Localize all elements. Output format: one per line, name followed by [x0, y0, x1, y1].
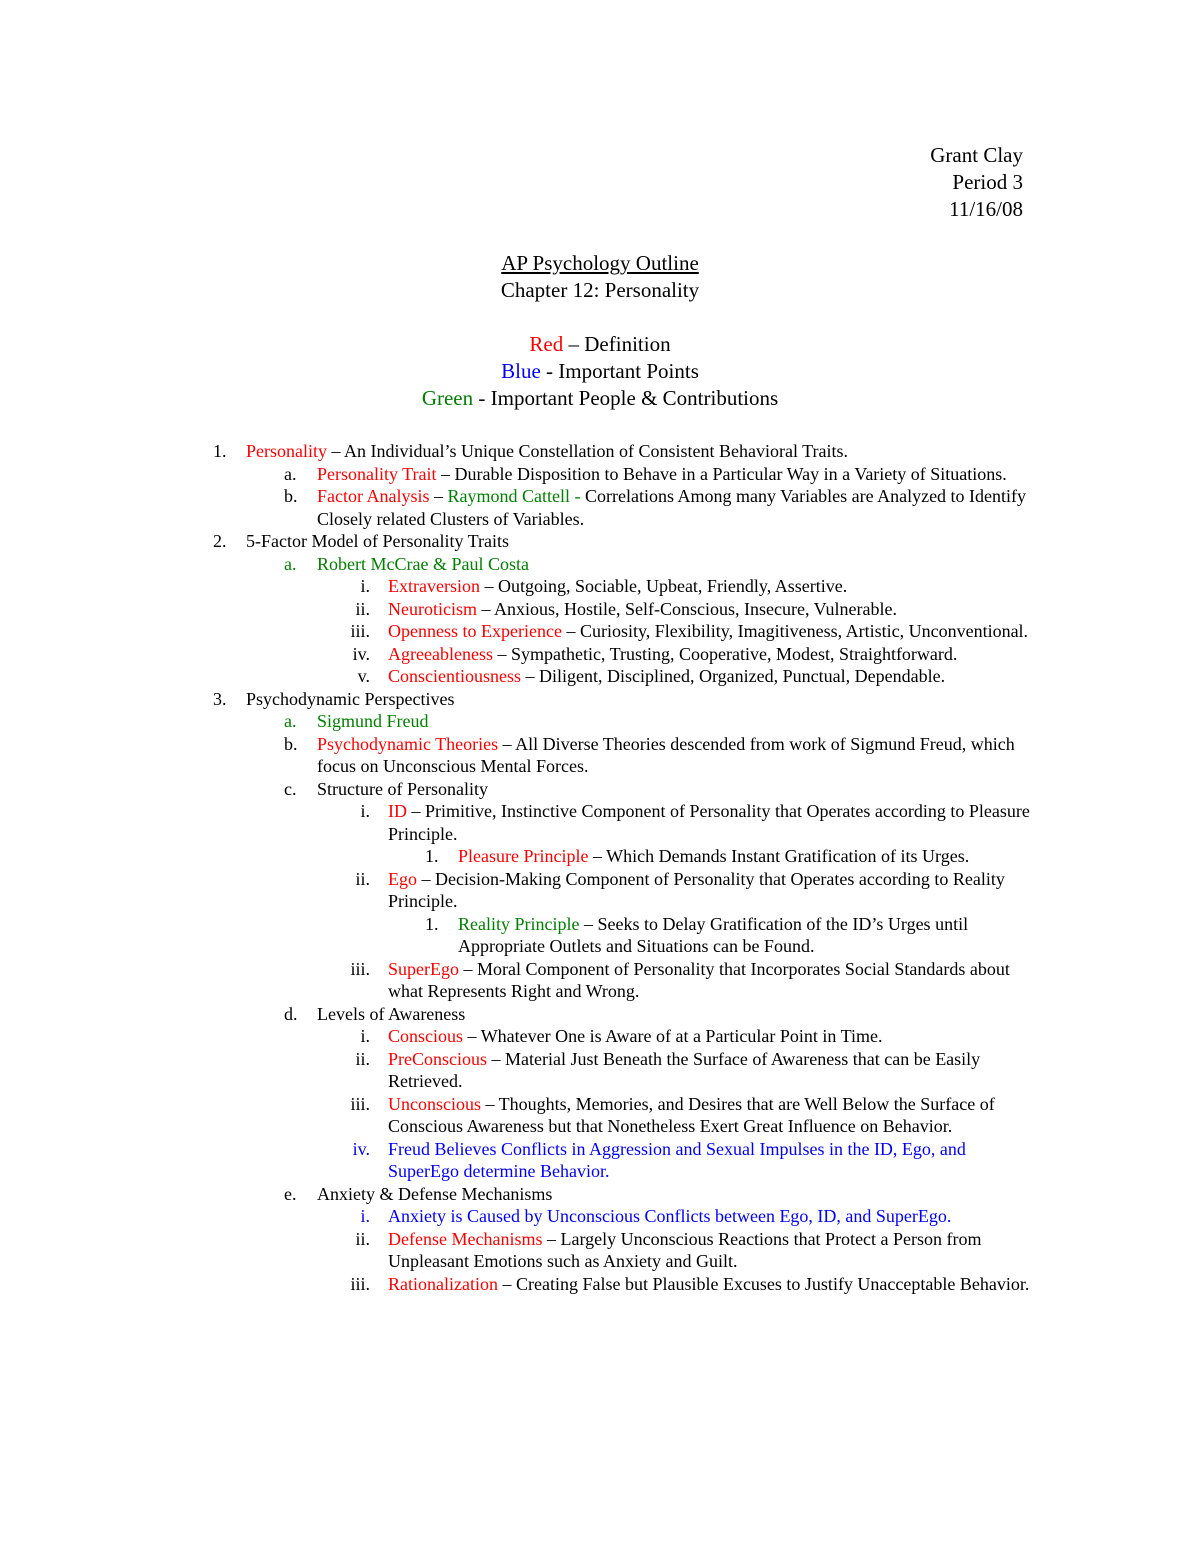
outline-text	[388, 1228, 1030, 1273]
outline-term: ID	[388, 801, 407, 821]
outline-description: Structure of Personality	[317, 778, 488, 799]
outline-description: 5-Factor Model of Personality Traits	[246, 531, 509, 551]
outline-description: – Largely Unconscious Reactions that Protect a Person from Unpleasant Emotions such as Anxiety and Guilt.	[388, 1228, 982, 1271]
outline-term: Sigmund Freud	[317, 711, 429, 731]
outline-term: Anxiety is Caused by Unconscious Conflicts between Ego, ID, and SuperEgo.	[388, 1206, 952, 1226]
outline-term: Conscious	[388, 1026, 464, 1046]
outline-person: Raymond Cattell -	[447, 486, 581, 506]
outline-item	[0, 913, 1200, 958]
list-marker: i.	[360, 1206, 370, 1226]
outline-text	[388, 1093, 1030, 1138]
outline-text	[388, 1205, 1030, 1228]
outline-item	[0, 643, 1200, 666]
outline-text	[246, 530, 1030, 553]
outline-text	[388, 575, 1030, 598]
outline-term: Defense Mechanisms	[388, 1228, 543, 1249]
list-marker: iv.	[352, 1138, 370, 1159]
outline-description: – Outgoing, Sociable, Upbeat, Friendly, Assertive.	[479, 576, 848, 596]
outline-text	[317, 778, 1030, 801]
outline-description: – Sympathetic, Trusting, Cooperative, Modest, Straightforward.	[492, 643, 958, 664]
outline-text	[317, 710, 1030, 733]
outline-item	[0, 598, 1200, 621]
outline-text	[388, 643, 1030, 666]
outline-term: Reality Principle	[458, 913, 580, 934]
outline-item	[0, 778, 1200, 801]
outline-description: – Primitive, Instinctive Component of Personality that Operates according to Pleasure Principle.	[388, 801, 1030, 844]
list-marker: a.	[284, 553, 297, 574]
outline-description: – Which Demands Instant Gratification of its Urges.	[588, 846, 970, 866]
outline-description: – All Diverse Theories descended from work of Sigmund Freud, which focus on Unconscious Mental Forces.	[317, 733, 1015, 776]
outline-item	[0, 575, 1200, 598]
outline-description: – Creating False but Plausible Excuses to Justify Unacceptable Behavior.	[497, 1273, 1030, 1294]
outline-item	[0, 958, 1200, 1003]
outline-item	[0, 1138, 1200, 1183]
outline-item	[0, 1025, 1200, 1048]
list-marker: 1.	[213, 441, 227, 461]
outline-description: – Diligent, Disciplined, Organized, Punctual, Dependable.	[521, 666, 946, 686]
outline-item	[0, 1273, 1200, 1296]
outline-term: Conscientiousness	[388, 666, 521, 686]
outline-term: Factor Analysis	[317, 486, 430, 506]
outline-item	[0, 845, 1200, 868]
outline-item	[0, 1183, 1200, 1206]
outline-text	[388, 1273, 1030, 1296]
outline-term: Unconscious	[388, 1093, 481, 1114]
outline-item	[0, 665, 1200, 688]
outline-text	[317, 553, 1030, 576]
list-marker: iii.	[350, 1093, 370, 1114]
outline-text	[246, 688, 1030, 711]
outline-term: Psychodynamic Theories	[317, 733, 499, 754]
outline-description: – Moral Component of Personality that Incorporates Social Standards about what Represents Right and Wrong.	[388, 958, 1010, 1001]
outline-text	[317, 733, 1030, 778]
outline-text	[388, 958, 1030, 1003]
outline-text	[388, 868, 1030, 913]
outline-description: – Thoughts, Memories, and Desires that are Well Below the Surface of Conscious Awareness but that Nonetheless Exert Great Influence on Behavior.	[388, 1093, 995, 1136]
outline-text	[246, 440, 1030, 463]
list-marker: 2.	[213, 531, 227, 551]
outline-item	[0, 688, 1200, 711]
outline-description: – An Individual’s Unique Constellation of Consistent Behavioral Traits.	[327, 441, 848, 461]
outline-item	[0, 1093, 1200, 1138]
outline-term: Ego	[388, 868, 417, 889]
outline-term: Agreeableness	[388, 643, 493, 664]
outline-item	[0, 620, 1200, 643]
chapter-title: Chapter 12: Personality	[500, 278, 700, 302]
outline-text	[388, 620, 1030, 643]
list-marker: 1.	[425, 913, 439, 934]
outline-term: Openness to Experience	[388, 621, 562, 641]
list-marker: i.	[360, 801, 370, 821]
color-legend	[0, 331, 1200, 412]
outline-item	[0, 1205, 1200, 1228]
list-marker: ii.	[355, 868, 370, 889]
outline-description: Anxiety & Defense Mechanisms	[317, 1183, 553, 1204]
outline-description: – Seeks to Delay Gratification of the ID’s Urges until Appropriate Outlets and Situations can be Found.	[458, 913, 969, 956]
outline-description: – Decision-Making Component of Personality that Operates according to Reality Principle.	[388, 868, 1005, 911]
list-marker: v.	[357, 666, 370, 686]
list-marker: iii.	[350, 621, 370, 641]
list-marker: ii.	[355, 1228, 370, 1249]
outline-description: Psychodynamic Perspectives	[246, 688, 455, 709]
outline-item	[0, 1048, 1200, 1093]
outline-text	[388, 665, 1030, 688]
outline-item	[0, 440, 1200, 463]
list-marker: d.	[284, 1003, 298, 1024]
outline-item	[0, 733, 1200, 778]
legend-item-blue: Blue - Important Points	[501, 359, 699, 383]
list-marker: i.	[360, 576, 370, 596]
list-marker: ii.	[355, 598, 370, 619]
outline-text	[388, 800, 1030, 845]
outline-term: Robert McCrae & Paul Costa	[317, 553, 529, 574]
page-title: AP Psychology Outline	[501, 251, 699, 275]
outline-description: Levels of Awareness	[317, 1003, 466, 1024]
outline-term: Personality Trait	[317, 463, 437, 484]
outline-term: Extraversion	[388, 576, 480, 596]
outline-description: – Durable Disposition to Behave in a Particular Way in a Variety of Situations.	[436, 463, 1007, 484]
outline-text	[388, 1138, 1030, 1183]
list-marker: e.	[284, 1183, 297, 1204]
outline-term: Personality	[246, 441, 327, 461]
outline-item	[0, 1003, 1200, 1026]
list-marker: ii.	[355, 1048, 370, 1069]
outline-item	[0, 868, 1200, 913]
list-marker: iii.	[350, 1273, 370, 1294]
list-marker: iii.	[350, 958, 370, 979]
document-titles	[0, 250, 1200, 304]
outline-item	[0, 530, 1200, 553]
outline-text	[458, 845, 1030, 868]
outline-text	[317, 1183, 1030, 1206]
outline-term: PreConscious	[388, 1048, 487, 1069]
list-marker: b.	[284, 486, 298, 506]
student-name: Grant Clay	[930, 143, 1023, 167]
class-period: Period 3	[952, 170, 1023, 194]
outline-description: – Anxious, Hostile, Self-Conscious, Insecure, Vulnerable.	[476, 598, 898, 619]
date: 11/16/08	[949, 197, 1023, 221]
legend-item-red: Red – Definition	[529, 332, 671, 356]
list-marker: a.	[284, 711, 297, 731]
outline-item	[0, 485, 1200, 530]
outline-description: –	[429, 486, 448, 506]
outline-item	[0, 463, 1200, 486]
legend-item-green: Green - Important People & Contributions	[421, 386, 779, 410]
list-marker: 3.	[213, 688, 227, 709]
outline-description: – Material Just Beneath the Surface of Awareness that can be Easily Retrieved.	[388, 1048, 981, 1091]
outline-item	[0, 800, 1200, 845]
outline-text	[317, 463, 1030, 486]
outline-description: – Curiosity, Flexibility, Imagitiveness, Artistic, Unconventional.	[561, 621, 1029, 641]
outline-item	[0, 710, 1200, 733]
list-marker: iv.	[352, 643, 370, 664]
outline-text	[388, 1025, 1030, 1048]
outline-text	[388, 1048, 1030, 1093]
outline-text	[458, 913, 1030, 958]
outline-description-cont: Correlations Among many Variables are Analyzed to Identify Closely related Clusters of Variables.	[317, 486, 1027, 529]
outline-term: Freud Believes Conflicts in Aggression and Sexual Impulses in the ID, Ego, and SuperEgo determine Behavior.	[388, 1138, 966, 1181]
list-marker: i.	[360, 1026, 370, 1046]
list-marker: b.	[284, 733, 298, 754]
list-marker: 1.	[425, 846, 439, 866]
outline-term: Rationalization	[388, 1273, 498, 1294]
outline-text	[317, 1003, 1030, 1026]
outline-list	[0, 440, 1200, 1295]
student-header	[930, 142, 1023, 223]
outline-description: – Whatever One is Aware of at a Particular Point in Time.	[463, 1026, 883, 1046]
outline-term: Pleasure Principle	[458, 846, 589, 866]
outline-item	[0, 553, 1200, 576]
list-marker: a.	[284, 463, 297, 484]
outline-text	[388, 598, 1030, 621]
outline-term: SuperEgo	[388, 958, 459, 979]
list-marker: c.	[284, 778, 297, 799]
outline-term: Neuroticism	[388, 598, 477, 619]
outline-item	[0, 1228, 1200, 1273]
outline-text	[317, 485, 1030, 530]
